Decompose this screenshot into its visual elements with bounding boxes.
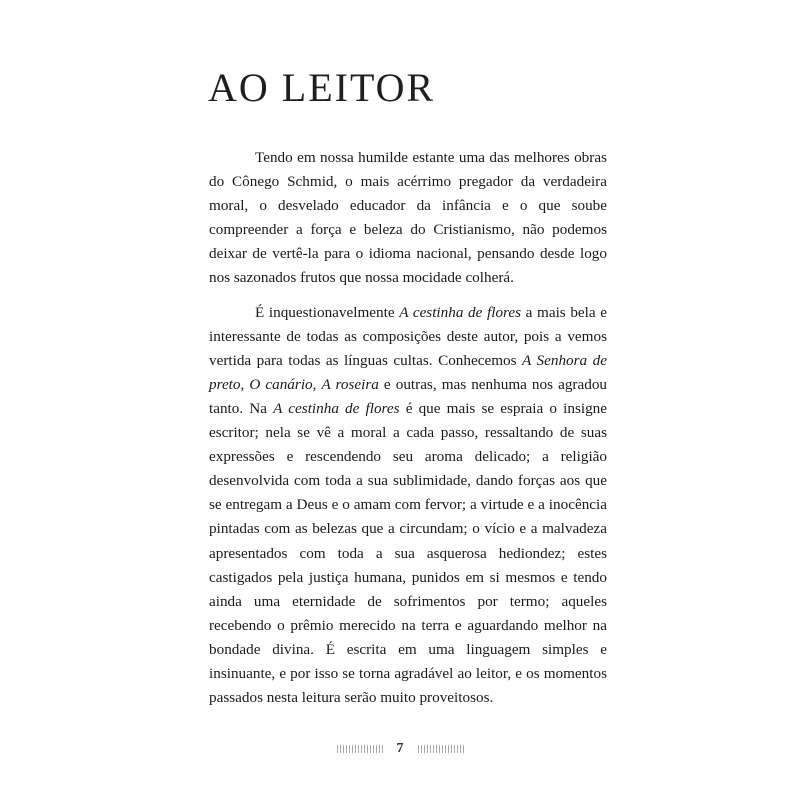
paragraph-1: Tendo em nossa humilde estante uma das melhores obras do Cônego Schmid, o mais acérrimo pregador da verdadeira moral, o desvelado educador da infância e o que soube compreender a força e beleza do Cristianismo, não podemos deixar de vertê-la para o idioma nacional, pensando desde logo nos sazonados frutos que nossa mocidade colherá.	[209, 149, 607, 287]
page-footer	[0, 741, 800, 757]
text-segment: ,	[312, 375, 322, 393]
book-title-canario: O canário	[249, 375, 313, 393]
book-title-cestinha: A cestinha de flores	[273, 399, 400, 417]
body-text	[209, 146, 607, 710]
text-segment: é que mais se espraia o insigne escritor; nela se vê a moral a cada passo, ressaltando de suas expressões e rescendendo seu aroma delicado; a religião desenvolvida com toda a sua sublimidade, dando forças aos que se entregam a Deus e o amam com fervor; a virtude e a inocência pintadas com as belezas que a circundam; o vício e a malvadeza apresentados com toda a sua asquerosa hediondez; estes castigados pela justiça humana, punidos em si mesmos e tendo ainda uma eternidade de sofrimentos por termo; aqueles recebendo o prêmio merecido na terra e aguardando melhor na bondade divina. É escrita em uma linguagem simples e insinuante, e por isso se torna agradável ao leitor, e os momentos passados nesta leitura serão muito proveitosos.	[209, 399, 608, 707]
text-segment: e outras, mas nenhuma nos agradou tanto. Na	[209, 375, 608, 417]
text-segment: a mais bela e interessante de todas as composições deste autor, pois a vemos vertida para todas as línguas cultas. Conhecemos	[209, 303, 607, 369]
paragraph-2	[209, 301, 607, 711]
text-segment: ,	[240, 375, 250, 393]
ornament-ticks-right	[418, 745, 464, 753]
book-title-senhora: A Senhora de preto	[209, 351, 607, 393]
ornament-ticks-left	[337, 745, 383, 753]
page-title: AO LEITOR	[208, 65, 436, 110]
text-segment: É inquestionavelmente	[255, 303, 400, 321]
book-title-roseira: A roseira	[321, 375, 379, 393]
page-number: 7	[396, 741, 404, 756]
book-title-cestinha: A cestinha de flores	[399, 303, 522, 321]
